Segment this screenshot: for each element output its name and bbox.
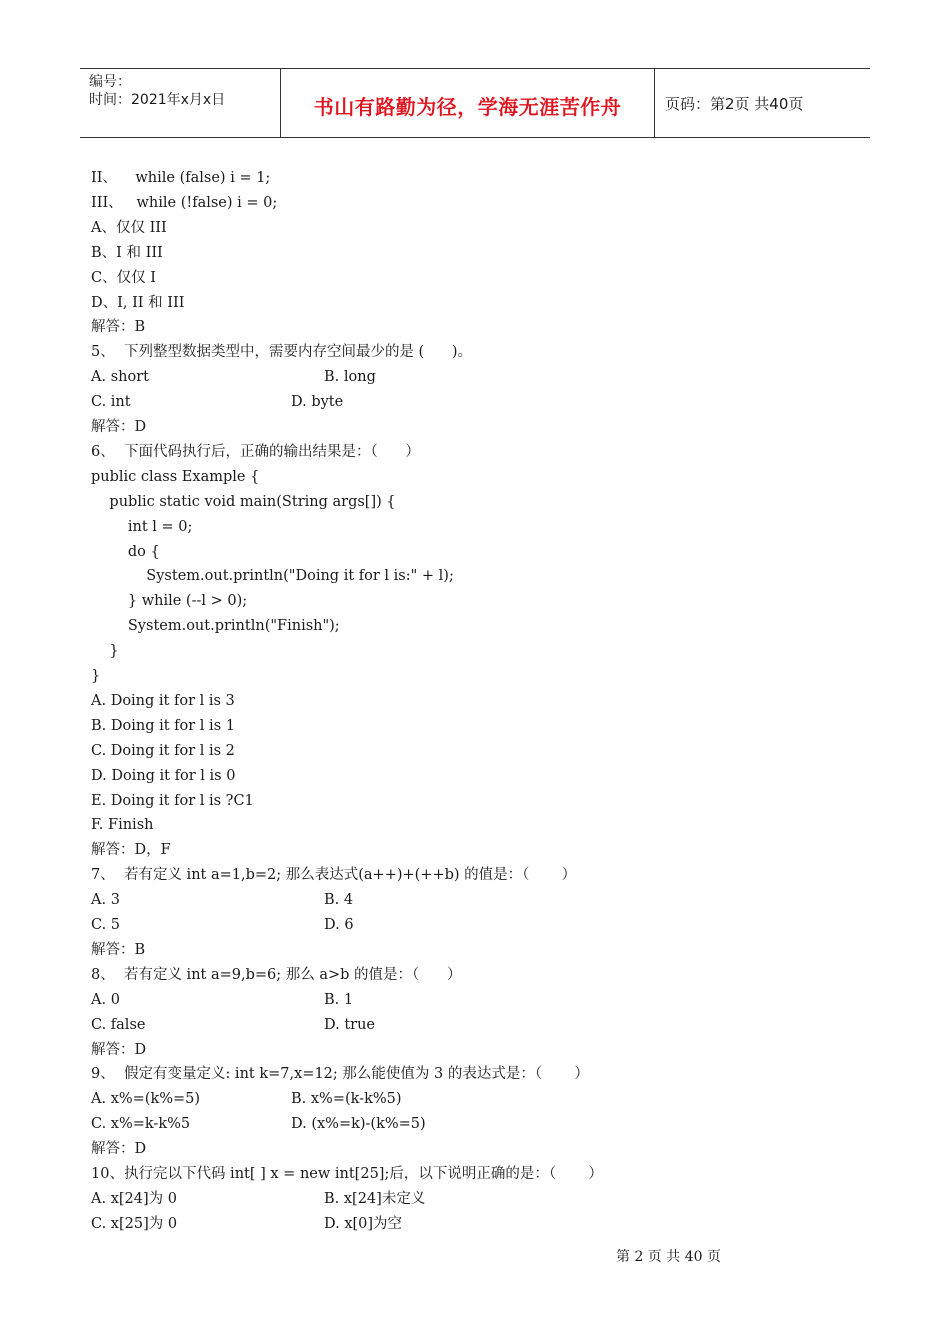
text-line [91,1139,146,1159]
text-line [91,1064,589,1084]
line-text: F. Finish [91,817,154,834]
line-text: 解答：B [91,941,146,958]
option-column-2: D. x[0]为空 [324,1215,403,1232]
date-label: 时间：2021年x月x日 [89,92,226,108]
line-text: 解答：D [91,419,147,435]
line-text: 9、 假定有变量定义: int k=7,x=12; 那么能使值为 3 的表达式是：（ ） [91,1066,589,1083]
text-line [91,815,153,835]
text-line [91,1189,426,1209]
text-line [91,193,277,213]
line-text: public static void main(String args[]) { [91,493,396,510]
option-column-2: B. 1 [324,991,354,1008]
line-text: public class Example { [91,468,260,485]
line-text: C. x%=k-k%5 [91,1116,191,1133]
line-text: A. Doing it for l is 3 [91,692,235,709]
text-line [91,342,472,362]
text-line [91,442,420,462]
text-line [91,965,461,985]
option-column-2: D. byte [291,394,344,411]
text-line [91,1114,426,1134]
line-text: } while (--l > 0); [91,593,248,610]
line-text: A、仅仅 III [91,219,167,236]
text-line [91,268,156,288]
line-text: III、 while (!false) i = 0; [91,194,278,211]
text-line [91,890,354,910]
line-text: int l = 0; [91,518,193,535]
text-line [91,840,171,860]
option-column-2: D. (x%=k)-(k%=5) [291,1116,426,1133]
option-column-2: B. 4 [324,892,354,909]
motto-text: 书山有路勤为径，学海无涯苦作舟 [313,95,622,119]
option-column-2: B. x[24]未定义 [324,1190,426,1207]
header-page-cell [655,69,870,137]
line-text: C、仅仅 I [91,269,156,286]
line-text: 7、 若有定义 int a=1,b=2; 那么表达式(a++)+(++b) 的值是：（ ） [91,867,577,884]
line-text: C. Doing it for l is 2 [91,742,235,759]
line-text: 5、 下列整型数据类型中，需要内存空间最少的是 ( )。 [91,344,473,361]
line-text: C. x[25]为 0 [91,1215,178,1232]
text-line [91,317,145,337]
text-line [91,1015,376,1035]
page-footer: 第 2 页 共 40 页 [616,1249,721,1265]
line-text: B. Doing it for l is 1 [91,717,235,734]
header-motto-cell [281,69,655,137]
text-line [91,1164,603,1184]
text-line [91,392,344,412]
text-line [91,517,192,537]
line-text: A. x[24]为 0 [91,1190,177,1207]
text-line [91,1089,402,1109]
line-text: B、I 和 III [91,244,163,261]
text-line [91,865,576,885]
line-text: } [91,668,101,684]
text-line [91,591,247,611]
line-text: D、I, II 和 III [91,294,185,311]
text-line [91,641,119,661]
text-line [91,1214,403,1234]
option-column-2: B. long [324,369,376,386]
text-line [91,616,340,636]
line-text: 解答：D [91,1041,147,1058]
line-text: do { [91,543,160,560]
line-text: 解答：D [91,1141,147,1158]
header-meta-cell [80,69,281,137]
text-line [91,467,259,487]
line-text: A. 3 [91,892,120,909]
line-text: 6、 下面代码执行后，正确的输出结果是：（ ） [91,443,420,460]
line-text: System.out.println("Doing it for l is:" + l); [91,568,454,585]
line-text: C. false [91,1016,146,1033]
line-text: 10、执行完以下代码 int[ ] x = new int[25];后，以下说明正确的是：（ ） [91,1166,603,1182]
line-text: C. int [91,394,131,411]
option-column-2: D. true [324,1016,376,1033]
text-line [91,168,270,188]
text-line [91,492,396,512]
text-line [91,566,454,586]
line-text: 解答：B [91,319,146,336]
page-info: 页码：第2页 共40页 [665,95,804,113]
text-line [91,367,376,387]
text-line [91,915,354,935]
text-line [91,741,235,761]
line-text: C. 5 [91,917,121,933]
line-text: 8、 若有定义 int a=9,b=6; 那么 a>b 的值是：（ ） [91,966,462,983]
line-text: A. 0 [91,991,120,1008]
line-text: 解答：D，F [91,842,171,859]
text-line [91,243,163,263]
line-text: System.out.println("Finish"); [91,618,340,635]
page-header [80,68,870,138]
text-line [91,417,146,437]
text-line [91,716,235,736]
line-text: II、 while (false) i = 1; [91,170,271,186]
text-line [91,1040,146,1060]
text-line [91,691,235,711]
text-line [91,766,235,786]
text-line [91,218,167,238]
line-text: A. short [91,369,149,386]
text-line [91,940,145,960]
text-line [91,791,254,811]
option-column-2: B. x%=(k-k%5) [291,1091,402,1108]
option-column-2: D. 6 [324,917,354,933]
text-line [91,666,100,686]
line-text: A. x%=(k%=5) [91,1091,201,1108]
line-text: D. Doing it for l is 0 [91,767,236,784]
serial-label: 编号： [89,74,131,90]
text-line [91,990,354,1010]
text-line [91,293,184,313]
text-line [91,542,160,562]
line-text: } [91,643,119,660]
line-text: E. Doing it for l is ?C1 [91,792,254,809]
